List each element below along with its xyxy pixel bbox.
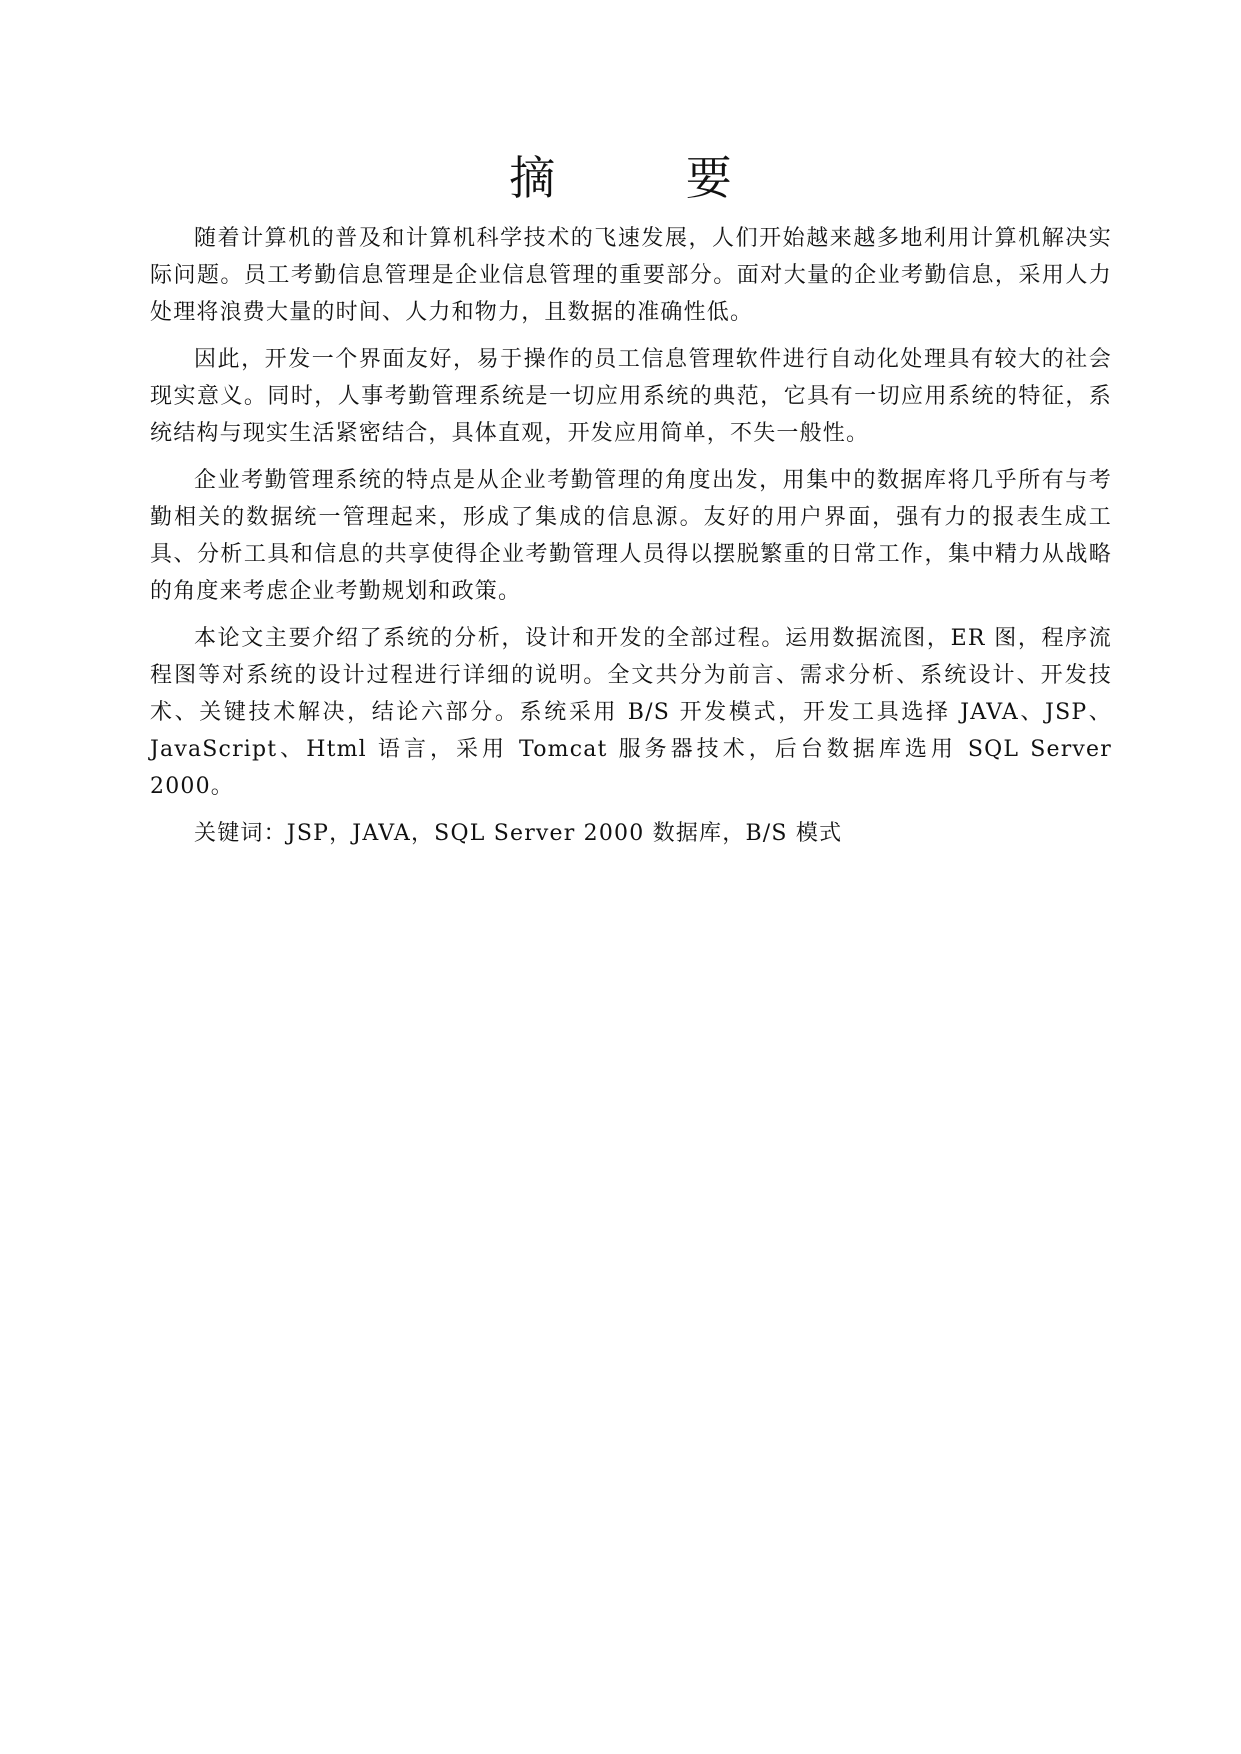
abstract-paragraph-4: 本论文主要介绍了系统的分析，设计和开发的全部过程。运用数据流图，ER 图，程序流程图等对系统的设计过程进行详细的说明。全文共分为前言、需求分析、系统设计、开发技术、关键技术解决，结论六部分。系统采用 B/S 开发模式，开发工具选择 JAVA、JSP、JavaScript、Html 语言，采用 Tomcat 服务器技术，后台数据库选用 SQL Server 2000。 <box>150 626 1112 799</box>
abstract-paragraph-1: 随着计算机的普及和计算机科学技术的飞速发展，人们开始越来越多地利用计算机解决实际问题。员工考勤信息管理是企业信息管理的重要部分。面对大量的企业考勤信息，采用人力处理将浪费大量的时间、人力和物力，且数据的准确性低。 <box>150 226 1112 325</box>
abstract-paragraph-2: 因此，开发一个界面友好，易于操作的员工信息管理软件进行自动化处理具有较大的社会现实意义。同时，人事考勤管理系统是一切应用系统的典范，它具有一切应用系统的特征，系统结构与现实生活紧密结合，具体直观，开发应用简单，不失一般性。 <box>150 347 1112 446</box>
abstract-paragraph-3: 企业考勤管理系统的特点是从企业考勤管理的角度出发，用集中的数据库将几乎所有与考勤相关的数据统一管理起来，形成了集成的信息源。友好的用户界面，强有力的报表生成工具、分析工具和信息的共享使得企业考勤管理人员得以摆脱繁重的日常工作，集中精力从战略的角度来考虑企业考勤规划和政策。 <box>150 468 1112 604</box>
page-title: 摘 要 <box>509 151 790 205</box>
abstract-body <box>150 220 1112 862</box>
keywords-line: 关键词：JSP，JAVA，SQL Server 2000 数据库，B/S 模式 <box>194 821 843 846</box>
